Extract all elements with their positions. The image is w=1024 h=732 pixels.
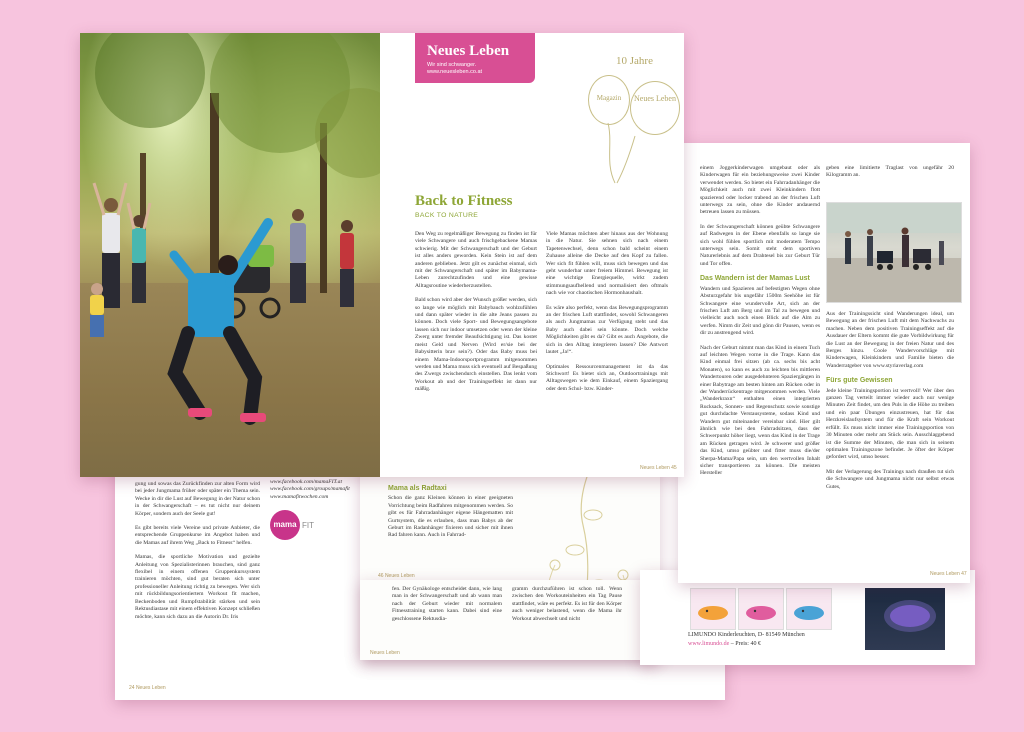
- front-para-2: Bald schon wird aber der Wunsch größer werden, sich so lange wie möglich mit Babybauch wohlzufühlen und dann später wieder in die alte Jeans passen zu können. Doch viele Sport- und Bewegungsangebote lassen sich nur indoor umsetzen oder wenn der kleine Zwerg unter fremder Beaufsichtigung ist. Das kostet meist Geld und Nerven (Wird er/sie bei der Babysitterin brav sein?). Oder das Baby muss bei einem Mama-Indoorsportprogramm mitgenommen werden und Mama muss sich eventuell auf Bespaßung des Zwergs zwischendurch einstellen. Das lenkt vom Workout ab und der Trainingseffekt ist dann nur mäßig.: [415, 297, 537, 393]
- front-column-1: [415, 231, 537, 401]
- balloon-strings: [595, 118, 655, 188]
- article-headline: Back to Fitness: [415, 193, 513, 209]
- mamafit-logo: mama: [270, 510, 300, 540]
- right-para-3: Wandern und Spazieren auf befestigten Wegen ohne Absturzgefahr bis ungefähr 1500m Seehöhe ist für Schwangere eine wundervolle Art, sich an der frischen Luft am Berg und im Tal zu bewegen und vielleicht auch noch einen Blick auf die Alm zu werfen. Nimm dir Zeit und gönn dir Pausen, wenn es dir zu anstrengend wird.: [700, 285, 820, 337]
- back-left-column: [135, 481, 260, 628]
- back-left-para-1: gung und sowas das Zurückfinden zur alten Form wird bei jeder Jungmama früher oder später ein Thema sein. Wecke in dir die Lust auf Bewegung in der Natur schon in der Schwangerschaft – es tut nicht nur deinem Körper, sondern auch der Seele gut!: [135, 481, 260, 517]
- front-col2-para-2: Es wäre also perfekt, wenn das Bewegungsprogramm an der frischen Luft stattfindet, sowohl Schwangeren als auch Jungmamas zur Verfügung steht und das Baby auch dabei sein könnte. Doch welche Möglichkeiten gibt es da? Gibt es auch Angebote, die sich in den Alltag integrieren lassen? Die Antwort lautet „Ja!“.: [546, 304, 668, 356]
- gewissen-heading: Fürs gute Gewissen: [826, 377, 893, 385]
- anniversary-years: 10 Jahre: [616, 55, 653, 67]
- radtaxi-para: Schon die ganz Kleinen können in einer geeigneten Vorrichtung beim Radfahren mitgenommen werden. So gibt es für Fahrradanhänger eigene Hängematten mit Gurtsystem, die es erlauben, dass man Babys ab der Geburt im Radanhänger fixieren und sicher mit ihnen Rad fahren kann. Auch in Fahrrad-: [388, 495, 513, 539]
- limundo-link[interactable]: www.limundo.de: [688, 641, 730, 647]
- badge-subtitle: Wir sind schwanger.: [427, 62, 477, 68]
- right-col2-para-1: Aus der Trainingssicht sind Wanderungen ideal, um Bewegung an der frischen Luft mit dem Nachwuchs zu machen. Neben dem positiven Trainingseffekt auf die Ausdauer der Eltern kommt die gute Vorbildwirkung für die Lust an der Bewegung in der freien Natur und des Berges hinzu. Coole Wandervorschläge mit Kinderwagen, Kleinkindern und Familie bieten die Wanderratgeber von www.styriaverlag.com: [826, 311, 954, 369]
- right-para-4: Nach der Geburt nimmt man das Kind in einem Tuch auf leichten Wegen vorne in die Trage. Kann das Kind einmal frei sitzen (ab ca. sechs bis acht Monaten), so kann es auch zu leichten bis mittleren Wandertouren oder ausgedehnteren Spaziergängen in einer Babytrage am besten hinten am Rücken oder in der Wanderrückentrage mitgenommen werden. Viele „Wanderkraxn“ enthalten einen integrierten Rucksack, Sonnen- und Regenschutz sowie sonstige gut durchdachte Verstausysteme, sodass Kind und Wandern gut miteinander vereinbar sind. Hier gilt ähnlich wie bei den Fahrradsitzen, dass der Schwerpunkt höher liegt, wenn das Kind in der Trage am Rücken getragen wird. Je schwerer und größer das Kind, umso geübter und fitter muss die/der Sherpa-Mama/Papa sein, um den wertvollen Inhalt sicher transportieren zu können. Die meisten Hersteller: [700, 344, 820, 477]
- middle-column: [388, 481, 513, 547]
- outdoor-fitness-photo: [80, 33, 380, 477]
- photo-figures: [80, 33, 380, 477]
- wandern-heading: Das Wandern ist der Mamas Lust: [700, 275, 810, 283]
- magazine-badge: [415, 33, 535, 83]
- back-left-folio: 24 Neues Leben: [129, 685, 166, 691]
- middle-lower-col-1: fen. Der Gynäkologe entscheidet dann, wie lang man in der Schwangerschaft und ab wann man nach der Geburt wieder mit normalem Fitnesstraining starten kann. Dabei sind eine geschlossene Rektusdia-: [392, 586, 502, 622]
- front-column-2: [546, 231, 668, 400]
- front-col2-para-3: Optimales Ressourcenmanagement ist da das Stichwort! Es bietet sich an, Outdoortrainings mit Alltagswegen wie dem Einkauf, einem Spaziergang oder dem Schul- bzw. Kinder-: [546, 363, 668, 392]
- article-subhead: BACK TO NATURE: [415, 212, 479, 219]
- right-col2-para-2: Jede kleine Trainingsportion ist wertvoll! Wer über den ganzen Tag verteilt immer wieder auch nur wenige Minuten Zeit findet, um den Puls in die Höhe zu treiben und ein paar Übungen einzustreuen, hat für das Herzkreislaufsystem und für die Kraft sein Workout erfüllt. Es muss nicht immer eine Trainingsportion von 30 Minuten oder mehr am Stück sein. Ausschlaggebend ist die Summe der Minuten, die man sich in seinem optimalen Trainingszone befindet. Je öfter der Körper gefordert wird, umso besser.: [826, 387, 954, 461]
- strollers-photo: [826, 202, 962, 303]
- right-column-2-lower: [826, 311, 954, 498]
- facebook-link[interactable]: www.facebook.com/mamaFIT.at: [270, 479, 343, 485]
- middle-lower-page: [360, 580, 655, 660]
- product-link-row: [688, 641, 858, 648]
- right-page: [678, 143, 970, 583]
- right-folio: Neues Leben 47: [930, 571, 967, 577]
- middle-lower-folio: Neues Leben: [370, 650, 400, 656]
- product-page: [640, 570, 975, 665]
- back-left-para-2: Es gibt bereits viele Vereine und private Anbieter, die entsprechende Gruppenkurse im Angebot haben und die Mamas auf ihrem Weg „Back to Fitness“ helfen.: [135, 525, 260, 546]
- whale-lamp-night-image: [865, 588, 945, 650]
- front-folio: Neues Leben 45: [640, 465, 677, 471]
- middle-lower-col-2: gramm durchzuführen ist schon toll. Wenn zwischen den Workouteinheiten ein Tag Pause stattfindet, wäre es perfekt. Es ist für den Körper auch weniger belastend, wenn die Mama ihr Workout abwechselt und nicht: [512, 586, 622, 622]
- facebook-group-link[interactable]: www.facebook.com/groups/mamafit: [270, 486, 350, 493]
- balloon-neues-leben: Neues Leben: [630, 81, 680, 135]
- back-left-para-3: Mamas, die sportliche Motivation und gezielte Anleitung von Spezialisterinnen brauchen, sind ganz flexibel in einem offenen Gruppenkurssystem trainieren möchten, sind gut beraten sich unter professioneller Anleitung richtig zu bewegen. Wer sich mit rückbildungsorientiertem Workout fit machen, Beckenboden und Rumpfstabilität stärken und sein Rektusdiastase mit einem effektiven Konzept schließen möchte, kann sich dazu an die Autorin Dr. Iris: [135, 554, 260, 620]
- badge-title: Neues Leben: [427, 43, 510, 59]
- middle-folio: 46 Neues Leben: [378, 573, 415, 579]
- whale-lamp-image-3: [786, 588, 832, 630]
- front-page: [80, 33, 684, 477]
- badge-url: www.neuesleben.co.at: [427, 69, 483, 75]
- mamafit-link[interactable]: www.mamafitwochen.com: [270, 493, 329, 500]
- right-column-2: [826, 165, 954, 187]
- radtaxi-heading: Mama als Radtaxi: [388, 485, 447, 492]
- right-para-2: In der Schwangerschaft können geübte Schwangere auf Radwegen in der Ebene ebenfalls so lange sie sich wohl fühlen sportlich mit moderatem Tempo unterwegs sein. Somit steht dem sportiven Naturerlebnis auf dem Drahtesel bis zur Geburt Tür und Tor offen.: [700, 223, 820, 267]
- right-column-1: [700, 165, 820, 485]
- mamafit-logo-fit: FIT: [302, 521, 314, 530]
- front-para-1: Den Weg zu regelmäßiger Bewegung zu finden ist für viele Schwangere und auch frischgebackene Mamas schwierig. Mit der Schwangerschaft und der Geburt ist alles anders geworden. Kein Stein ist auf dem anderen geblieben. Jetzt gilt es zunächst einmal, sich mit der Schwangerschaft und später im Babymama-Leben zurechtzufinden und eine gewisse Alltagsroutine wiederherzustellen.: [415, 231, 537, 289]
- whale-lamp-image-1: [690, 588, 736, 630]
- product-price: – Preis: 40 €: [730, 641, 761, 647]
- balloon-magazin: Magazin: [588, 75, 630, 125]
- right-col2-para-3: Mit der Verlagerung des Trainings nach draußen tut sich die Schwangere und Jungmama nicht nur selbst etwas Gutes,: [826, 468, 954, 490]
- front-col2-para-1: Viele Mamas möchten aber hinaus aus der Wohnung in die Natur. Sie sehnen sich nach einem Tapetenwechsel, denn schon bald scheint einem Zuhause alleine die Decke auf den Kopf zu fallen. Wer sich fit fühlen will, muss sich bewegen und das geht wunderbar unter freiem Himmel. Bewegung ist eine wichtige Energiequelle, wirkt zudem stimmungsaufhellend und normalisiert den oftmals nach wie vor chaotischen Hormonhaushalt.: [546, 231, 668, 297]
- product-credit: LIMUNDO Kinderleuchten, D- 81549 München: [688, 632, 805, 638]
- whale-lamp-image-2: [738, 588, 784, 630]
- right-para-1: einem Joggerkinderwagen umgebaut oder als Kinderwagen für ein beziehungsweise zwei Kinder verwendet werden. So bietet ein Fahrradanhänger die Möglichkeit auch mit zwei Kleinkindern flott spazierend oder locker trabend an der frischen Luft unterwegs zu sein, ohne die Kinder andauernd betreuen lassen zu müssen.: [700, 165, 820, 216]
- right-col2-top: geben eine limitierte Traglast von ungefähr 20 Kilogramm an.: [826, 165, 954, 179]
